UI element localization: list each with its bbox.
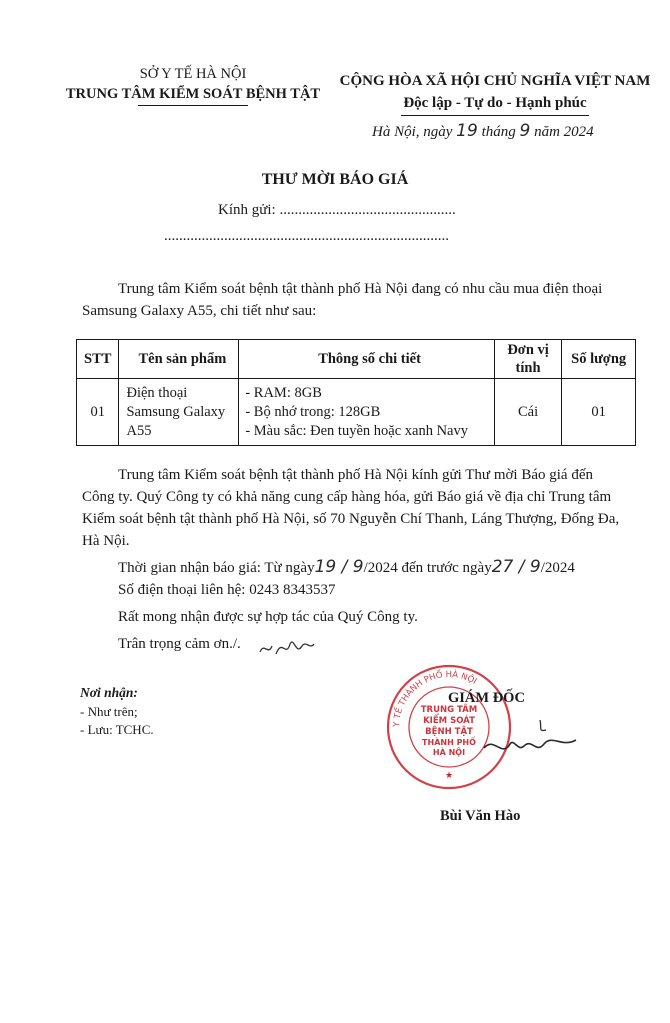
intro-paragraph: Trung tâm Kiểm soát bệnh tật thành phố Hà Nội đang có nhu cầu mua điện thoại Samsung Galaxy A55, chi tiết như sau: — [82, 281, 603, 319]
cell-spec — [239, 379, 494, 446]
deadline-from-day: 19 — [314, 557, 337, 577]
seal-ring-text: Y TẾ THÀNH PHỐ HÀ NỘI — [391, 669, 479, 728]
seal-line-2: KIỂM SOÁT — [423, 716, 475, 726]
document-title: THƯ MỜI BÁO GIÁ — [261, 171, 409, 188]
date-prefix: Hà Nội, ngày — [372, 124, 453, 140]
issuer-block — [58, 64, 328, 106]
deadline-to-month: 9 — [529, 557, 541, 577]
center-name: TRUNG TÂM KIỂM SOÁT BỆNH TẬT — [65, 86, 321, 102]
cell-qty: 01 — [562, 379, 636, 446]
col-unit: Đơn vị tính — [494, 340, 562, 379]
seal-line-4: THÀNH PHỐ — [422, 738, 476, 747]
deadline-line: Thời gian nhận báo giá: Từ ngày19 / 9/2024 đến trước ngày27 / 9/2024 — [118, 557, 575, 577]
date-month: 9 — [519, 121, 531, 141]
regards-line: Trân trọng cảm ơn./. — [118, 636, 241, 652]
deadline-from-month: 9 — [352, 557, 364, 577]
star-icon: ★ — [444, 770, 454, 780]
recipients-title: Nơi nhận: — [80, 685, 138, 700]
initial-signature — [256, 632, 318, 662]
col-name: Tên sản phẩm — [119, 340, 239, 379]
signer-name: Bùi Văn Hào — [440, 808, 521, 824]
signer-title: GIÁM ĐỐC — [448, 690, 525, 706]
handwritten-signature — [480, 718, 580, 774]
spec-ram: - RAM: 8GB — [245, 384, 322, 401]
date-year: năm 2024 — [534, 124, 594, 140]
motto-underline — [401, 115, 589, 116]
date-month-label: tháng — [481, 124, 516, 140]
col-spec: Thông số chi tiết — [239, 340, 494, 379]
cell-name: Điện thoại Samsung Galaxy A55 — [119, 379, 239, 446]
cooperation-line: Rất mong nhận được sự hợp tác của Quý Công ty. — [118, 609, 418, 625]
cell-unit: Cái — [494, 379, 562, 446]
deadline-suffix: /2024 — [540, 560, 575, 576]
body-paragraph: Trung tâm Kiểm soát bệnh tật thành phố Hà Nội kính gửi Thư mời Báo giá đến Công ty. Quý Công ty có khả năng cung cấp hàng hóa, gửi Báo giá về địa chỉ Trung tâm Kiểm soát bệnh tật thành phố Hà Nội, số 70 Nguyễn Chí Thanh, Láng Thượng, Đống Đa, Hà Nội. — [82, 467, 620, 549]
recipient-item: - Lưu: TCHC. — [80, 722, 154, 737]
table-row — [77, 379, 636, 446]
col-qty: Số lượng — [562, 340, 636, 379]
product-table — [76, 339, 636, 446]
spec-storage: - Bộ nhớ trong: 128GB — [245, 403, 381, 420]
ministry-name: SỞ Y TẾ HÀ NỘI — [139, 66, 247, 82]
seal-line-5: HÀ NỘI — [432, 748, 466, 757]
col-stt: STT — [77, 340, 119, 379]
nation-block — [330, 70, 660, 116]
motto: Độc lập - Tự do - Hạnh phúc — [403, 95, 587, 111]
recipient-item: - Như trên; — [80, 704, 138, 719]
table-header-row — [77, 340, 636, 379]
spec-color: - Màu sắc: Đen tuyền hoặc xanh Navy — [245, 422, 468, 439]
issuer-underline — [138, 105, 248, 106]
addressee-dots-2: ............................................................................ — [164, 228, 449, 244]
deadline-prefix: Thời gian nhận báo giá: Từ ngày — [118, 560, 315, 576]
issue-date — [372, 121, 594, 141]
addressee-line — [218, 202, 456, 219]
contact-phone: Số điện thoại liên hệ: 0243 8343537 — [118, 582, 336, 598]
nation-name: CỘNG HÒA XÃ HỘI CHỦ NGHĨA VIỆT NAM — [339, 73, 651, 89]
date-day: 19 — [456, 121, 478, 141]
deadline-mid: /2024 đến trước ngày — [363, 560, 492, 576]
seal-line-3: BỆNH TẬT — [425, 727, 473, 737]
deadline-to-day: 27 — [491, 557, 514, 577]
cell-stt: 01 — [77, 379, 119, 446]
addressee-label: Kính gửi: — [218, 202, 276, 218]
addressee-dots: ............................................... — [279, 202, 456, 218]
seal-line-1: TRUNG TÂM — [420, 705, 478, 715]
